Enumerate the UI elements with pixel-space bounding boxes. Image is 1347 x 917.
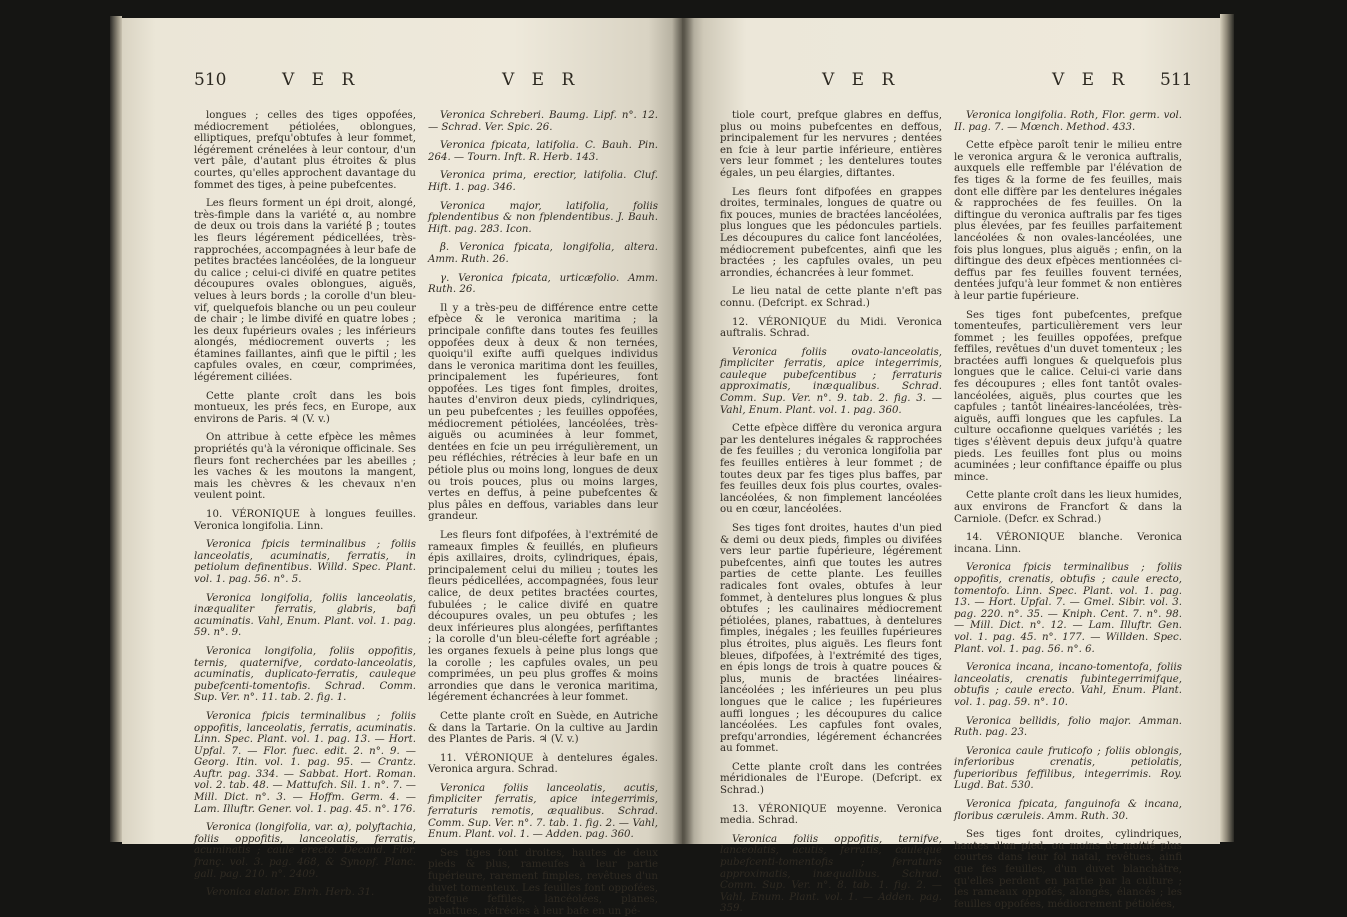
paragraph: γ. Veronica fpicata, urticæfolio. Amm. Ruth. 26. bbox=[428, 272, 658, 296]
paragraph: Les fleurs forment un épi droit, alongé, très-fimple dans la variété α, au nombre de deux ou trois dans la variété β ; toutes les fleurs légérement pédicellées, très-rapprochées, accompagnées à leur bafe de petites bractées lancéolées, de la longueur du calice ; celui-ci divifé en quatre petites découpures ovales oblongues, aiguës, velues à leurs bords ; la corolle d'un bleu-vif, quelquefois blanche ou un peu couleur de chair ; le limbe divifé en quatre lobes ; les deux fupérieurs ovales ; les inférieurs alongés, médiocrement ouverts ; les étamines faillantes, ainfi que le piftil ; les capfules ovales, en cœur, comprimées, légérement ciliées. bbox=[194, 198, 416, 384]
paragraph: Cette efpèce paroît tenir le milieu entre le veronica argura & le veronica auftralis, auxquels elle reffemble par l'élévation de fes tiges & la forme de fes feuilles, mais dont elle diffère par les dentelures inégales & rapprochées de fes feuilles. On la diftingue du veronica auftralis par fes tiges plus élevées, par fes feuilles parfaitement lancéolées & non ovales-lancéolées, une fois plus longues, plus aiguës ; enfin, on la diftingue des deux efpèces mentionnées ci-deffus par fes feuilles fouvent ternées, dentées jufqu'à leur fommet & non entières à leur partie fupérieure. bbox=[954, 140, 1182, 302]
paragraph: 13. VÉRONIQUE moyenne. Veronica media. Schrad. bbox=[720, 803, 942, 827]
right-page-number: 511 bbox=[1160, 70, 1193, 90]
paragraph: Veronica fpicis terminalibus ; foliis oppofitis, lanceolatis, ferratis, acuminatis. Linn. Spec. Plant. vol. 1. pag. 13. — Hort. Upfal. 7. — Flor. fuec. edit. 2. n°. 9. — Georg. Itin. vol. 1. pag. 95. — Crantz. Auftr. pag. 334. — Sabbat. Hort. Roman. vol. 2. tab. 48. — Mattufch. Sil. 1. n°. 7. — Mill. Dict. n°. 3. — Hoffm. Germ. 4. — Lam. Illuftr. Gener. vol. 1. pag. 45. n°. 176. bbox=[194, 710, 416, 815]
right-column-1 bbox=[720, 110, 942, 915]
paragraph: 10. VÉRONIQUE à longues feuilles. Veronica longifolia. Linn. bbox=[194, 509, 416, 532]
paragraph: Cette plante croît dans les lieux humides, aux environs de Francfort & dans la Carniole. (Defcr. ex Schrad.) bbox=[954, 490, 1182, 525]
paragraph: Ses tiges font droites, hautes de deux pieds & plus, rameufes à leur partie fupérieure, rarement fimples, revêtues d'un duvet tomenteux. Les feuilles font oppofées, prefque feffiles, lancéolées, planes, rabattues, rétrécies à leur bafe en un pé- bbox=[428, 847, 658, 917]
paragraph: Il y a très-peu de différence entre cette efpèce & le veronica maritima ; la principale confifte dans toutes fes feuilles oppofées deux à deux & non ternées, quoiqu'il exifte auffi quelques individus dans le veronica maritima dont les feuilles, principalement les fupérieures, font oppofées. Les tiges font fimples, droites, hautes d'environ deux pieds, cylindriques, un peu pubefcentes ; les feuilles oppofées, médiocrement pétiolées, lancéolées, très-aiguës ou acuminées à leur fommet, dentées en fcie un peu irrégulièrement, un peu réfléchies, rétrécies à leur bafe en un pétiole plus ou moins long, longues de deux ou trois pouces, plus ou moins larges, vertes en deffus, à peine pubefcentes & plus pâles en deffous, variables dans leur grandeur. bbox=[428, 302, 658, 523]
left-page-number: 510 bbox=[194, 70, 227, 90]
right-page bbox=[682, 18, 1220, 915]
paragraph: Veronica fpicis terminalibus ; foliis oppofitis, crenatis, obtufis ; caule erecto, tomentofo. Linn. Spec. Plant. vol. 1. pag. 13. — Hort. Upfal. 7. — Gmel. Sibir. vol. 3. pag. 220. n°. 35. — Kniph. Cent. 7. n°. 98. — Mill. Dict. n°. 12. — Lam. Illuftr. Gen. vol. 1. pag. 45. n°. 177. — Willden. Spec. Plant. vol. 1. pag. 56. n°. 6. bbox=[954, 562, 1182, 655]
paragraph: Veronica longifolia, foliis oppofitis, ternis, quaternifve, cordato-lanceolatis, acuminatis, duplicato-ferratis, cauleque pubefcenti-tomentofis. Schrad. Comm. Sup. Ver. n°. 11. tab. 2. fig. 1. bbox=[194, 645, 416, 704]
paragraph: Ses tiges font droites, cylindriques, hautes d'un pied, ou moins de moitié plus courtes dans leur fol natal, revêtues, ainfi que fes feuilles, d'un duvet blanchâtre, qu'elles perdent en partie par la culture ; les rameaux oppofés, alongés, élancés ; les feuilles oppofées, médiocrement pétiolées, bbox=[954, 829, 1182, 910]
paragraph: Cette plante croît dans les bois montueux, les prés fecs, en Europe, aux environs de Paris. ♃ (V. v.) bbox=[194, 390, 416, 425]
paragraph: Cette plante croît en Suède, en Autriche & dans la Tartarie. On la cultive au Jardin des Plantes de Paris. ♃ (V. v.) bbox=[428, 710, 658, 746]
paragraph: tiole court, prefque glabres en deffus, plus ou moins pubefcentes en deffous, principalement fur les nervures ; dentées en fcie à leur partie inférieure, entières vers leur fommet ; les dentelures toutes égales, un peu élargies, diftantes. bbox=[720, 110, 942, 179]
paragraph: Veronica caule fruticofo ; foliis oblongis, inferioribus crenatis, petiolatis, fuperioribus feffilibus, integerrimis. Roy. Lugd. Bat. 530. bbox=[954, 745, 1182, 792]
paragraph: 11. VÉRONIQUE à dentelures égales. Veronica argura. Schrad. bbox=[428, 752, 658, 776]
paragraph: Veronica foliis ovato-lanceolatis, fimpliciter ferratis, apice integerrimis, cauleque pubefcentibus ; ferraturis approximatis, inæqualibus. Schrad. Comm. Sup. Ver. n°. 9. tab. 2. fig. 3. — Vahl, Enum. Plant. vol. 1. pag. 360. bbox=[720, 346, 942, 416]
paragraph: Veronica foliis oppofitis, ternifve, lanceolatis, acutis, ferratis, cauleque pubefcenti-tomentofis ; ferraturis approximatis, inæqualibus. Schrad. Comm. Sup. Ver. n°. 8. tab. 1. fig. 2. — Vahl, Enum. Plant. vol. 1. — Adden. pag. 359. bbox=[720, 833, 942, 915]
paragraph: Veronica longifolia, foliis lanceolatis, inæqualiter ferratis, glabris, bafi acuminatis. Vahl, Enum. Plant. vol. 1. pag. 59. n°. 9. bbox=[194, 592, 416, 639]
paragraph: Veronica bellidis, folio major. Amman. Ruth. pag. 23. bbox=[954, 715, 1182, 739]
left-header-right: V E R bbox=[502, 70, 581, 90]
paragraph: Ses tiges font pubefcentes, prefque tomenteufes, particulièrement vers leur fommet ; les feuilles oppofées, prefque feffiles, revêtues d'un duvet tomenteux ; les bractées auffi longues & quelquefois plus longues que le calice. Celui-ci varie dans fes découpures ; elles font tantôt ovales-lancéolées, aiguës, plus courtes que les capfules ; tantôt linéaires-lancéolées, très-aiguës, auffi longues que les capfules. La culture occafionne quelques variétés ; les tiges s'élèvent depuis deux jufqu'à quatre pieds. Les feuilles font plus ou moins acuminées ; leur confiftance épaiffe ou plus mince. bbox=[954, 309, 1182, 483]
paragraph: Veronica longifolia. Roth, Flor. germ. vol. II. pag. 7. — Mœnch. Method. 433. bbox=[954, 110, 1182, 133]
left-column-1 bbox=[194, 110, 416, 899]
paragraph: Veronica fpicata, fanguinofa & incana, floribus cæruleis. Amm. Ruth. 30. bbox=[954, 799, 1182, 822]
paragraph: Veronica prima, erectior, latifolia. Cluf. Hift. 1. pag. 346. bbox=[428, 170, 658, 193]
left-header-left: V E R bbox=[282, 70, 361, 90]
paragraph: longues ; celles des tiges oppofées, médiocrement pétiolées, oblongues, elliptiques, prefqu'obtufes à leur fommet, légérement crénelées à leur contour, d'un vert pâle, d'autant plus étroites & plus courtes, qu'elles approchent davantage du fommet des tiges, à peine pubefcentes. bbox=[194, 110, 416, 191]
book-gutter bbox=[672, 18, 694, 844]
paragraph: Veronica incana, incano-tomentofa, foliis lanceolatis, crenatis fubintegerrimifque, obtufis ; caule erecto. Vahl, Enum. Plant. vol. 1. pag. 59. n°. 10. bbox=[954, 662, 1182, 708]
cover-edge-left bbox=[110, 16, 122, 842]
left-column-2 bbox=[428, 110, 658, 917]
paragraph: Veronica foliis lanceolatis, acutis, fimpliciter ferratis, apice integerrimis, ferraturis remotis, æqualibus. Schrad. Comm. Sup. Ver. n°. 7. tab. 1. fig. 2. — Vahl, Enum. Plant. vol. 1. — Adden. pag. 360. bbox=[428, 782, 658, 841]
paragraph: Le lieu natal de cette plante n'eft pas connu. (Defcript. ex Schrad.) bbox=[720, 286, 942, 309]
cover-edge-right bbox=[1220, 14, 1234, 842]
left-page bbox=[122, 18, 682, 917]
paragraph: 12. VÉRONIQUE du Midi. Veronica auftralis. Schrad. bbox=[720, 316, 942, 340]
paragraph: Les fleurs font difpofées, à l'extrémité de rameaux fimples & feuillés, en plufieurs épis axillaires, droits, cylindriques, épais, principalement celui du milieu ; toutes les fleurs pédicellées, accompagnées, fous leur calice, de deux petites bractées courtes, fubulées ; le calice divifé en quatre découpures ovales, un peu obtufes ; les deux inférieures plus alongées, perfiftantes ; la corolle d'un bleu-célefte fort agréable ; les organes fexuels à peine plus longs que la corolle ; les capfules ovales, un peu comprimées, un peu plus groffes & moins arrondies que dans le veronica maritima, légérement échancrées à leur fommet. bbox=[428, 530, 658, 704]
paragraph: β. Veronica fpicata, longifolia, altera. Amm. Ruth. 26. bbox=[428, 242, 658, 265]
right-column-2 bbox=[954, 110, 1182, 910]
paragraph: Veronica Schreberi. Baumg. Lipf. n°. 12. — Schrad. Ver. Spic. 26. bbox=[428, 110, 658, 133]
paragraph: Veronica major, latifolia, foliis fplendentibus & non fplendentibus. J. Bauh. Hift. pag. 283. Icon. bbox=[428, 200, 658, 235]
paragraph: Cette efpèce diffère du veronica argura par les dentelures inégales & rapprochées de fes feuilles ; du veronica longifolia par fes feuilles entières à leur fommet ; de toutes deux par fes tiges plus baffes, par fes feuilles deux fois plus courtes, ovales-lancéolées, & non fimplement lancéolées ou en cœur, lancéolées. bbox=[720, 423, 942, 516]
paragraph: Veronica fpicata, latifolia. C. Bauh. Pin. 264. — Tourn. Inft. R. Herb. 143. bbox=[428, 140, 658, 163]
right-header-left: V E R bbox=[822, 70, 901, 90]
paragraph: On attribue à cette efpèce les mêmes propriétés qu'à la véronique officinale. Ses fleurs font recherchées par les abeilles ; les vaches & les moutons la mangent, mais les chèvres & les chevaux n'en veulent point. bbox=[194, 432, 416, 502]
paragraph: Ses tiges font droites, hautes d'un pied & demi ou deux pieds, fimples ou divifées vers leur partie fupérieure, légérement pubefcentes, ainfi que toutes les autres parties de cette plante. Les feuilles radicales font ovales, obtufes à leur fommet, à dentelures plus longues & plus obtufes ; les caulinaires médiocrement pétiolées, planes, rabattues, à dentelures fimples, inégales ; les feuilles fupérieures plus étroites, plus aiguës. Les fleurs font bleues, difpofées, à l'extrémité des tiges, en épis longs de trois à quatre pouces & plus, munis de bractées linéaires-lancéolées ; les inférieures un peu plus longues que le calice ; les fupérieures auffi longues ; les découpures du calice lancéolées. Les capfules font ovales, prefqu'arrondies, légérement échancrées au fommet. bbox=[720, 523, 942, 755]
paragraph: Veronica (longifolia, var. α), polyftachia, foliis oppofitis, lanceolatis, ferratis, acuminatis ; caule erecto. Decand. Flor. franç. vol. 3. pag. 468, & Synopf. Planc. gall. pag. 210. n°. 2409. bbox=[194, 822, 416, 880]
right-header-right: V E R bbox=[1052, 70, 1131, 90]
paragraph: Cette plante croît dans les contrées méridionales de l'Europe. (Defcript. ex Schrad.) bbox=[720, 761, 942, 797]
paragraph: 14. VÉRONIQUE blanche. Veronica incana. Linn. bbox=[954, 532, 1182, 555]
paragraph: Veronica fpicis terminalibus ; foliis lanceolatis, acuminatis, ferratis, in petiolum definentibus. Willd. Spec. Plant. vol. 1. pag. 56. n°. 5. bbox=[194, 539, 416, 585]
paragraph: Les fleurs font difpofées en grappes droites, terminales, longues de quatre ou fix pouces, munies de bractées lancéolées, plus longues que les pédoncules partiels. Les découpures du calice font lancéolées, médiocrement pubefcentes, ainfi que les bractées ; les capfules ovales, un peu arrondies, échancrées à leur fommet. bbox=[720, 186, 942, 279]
paragraph: Veronica elatior. Ehrh. Herb. 31. bbox=[206, 887, 375, 899]
